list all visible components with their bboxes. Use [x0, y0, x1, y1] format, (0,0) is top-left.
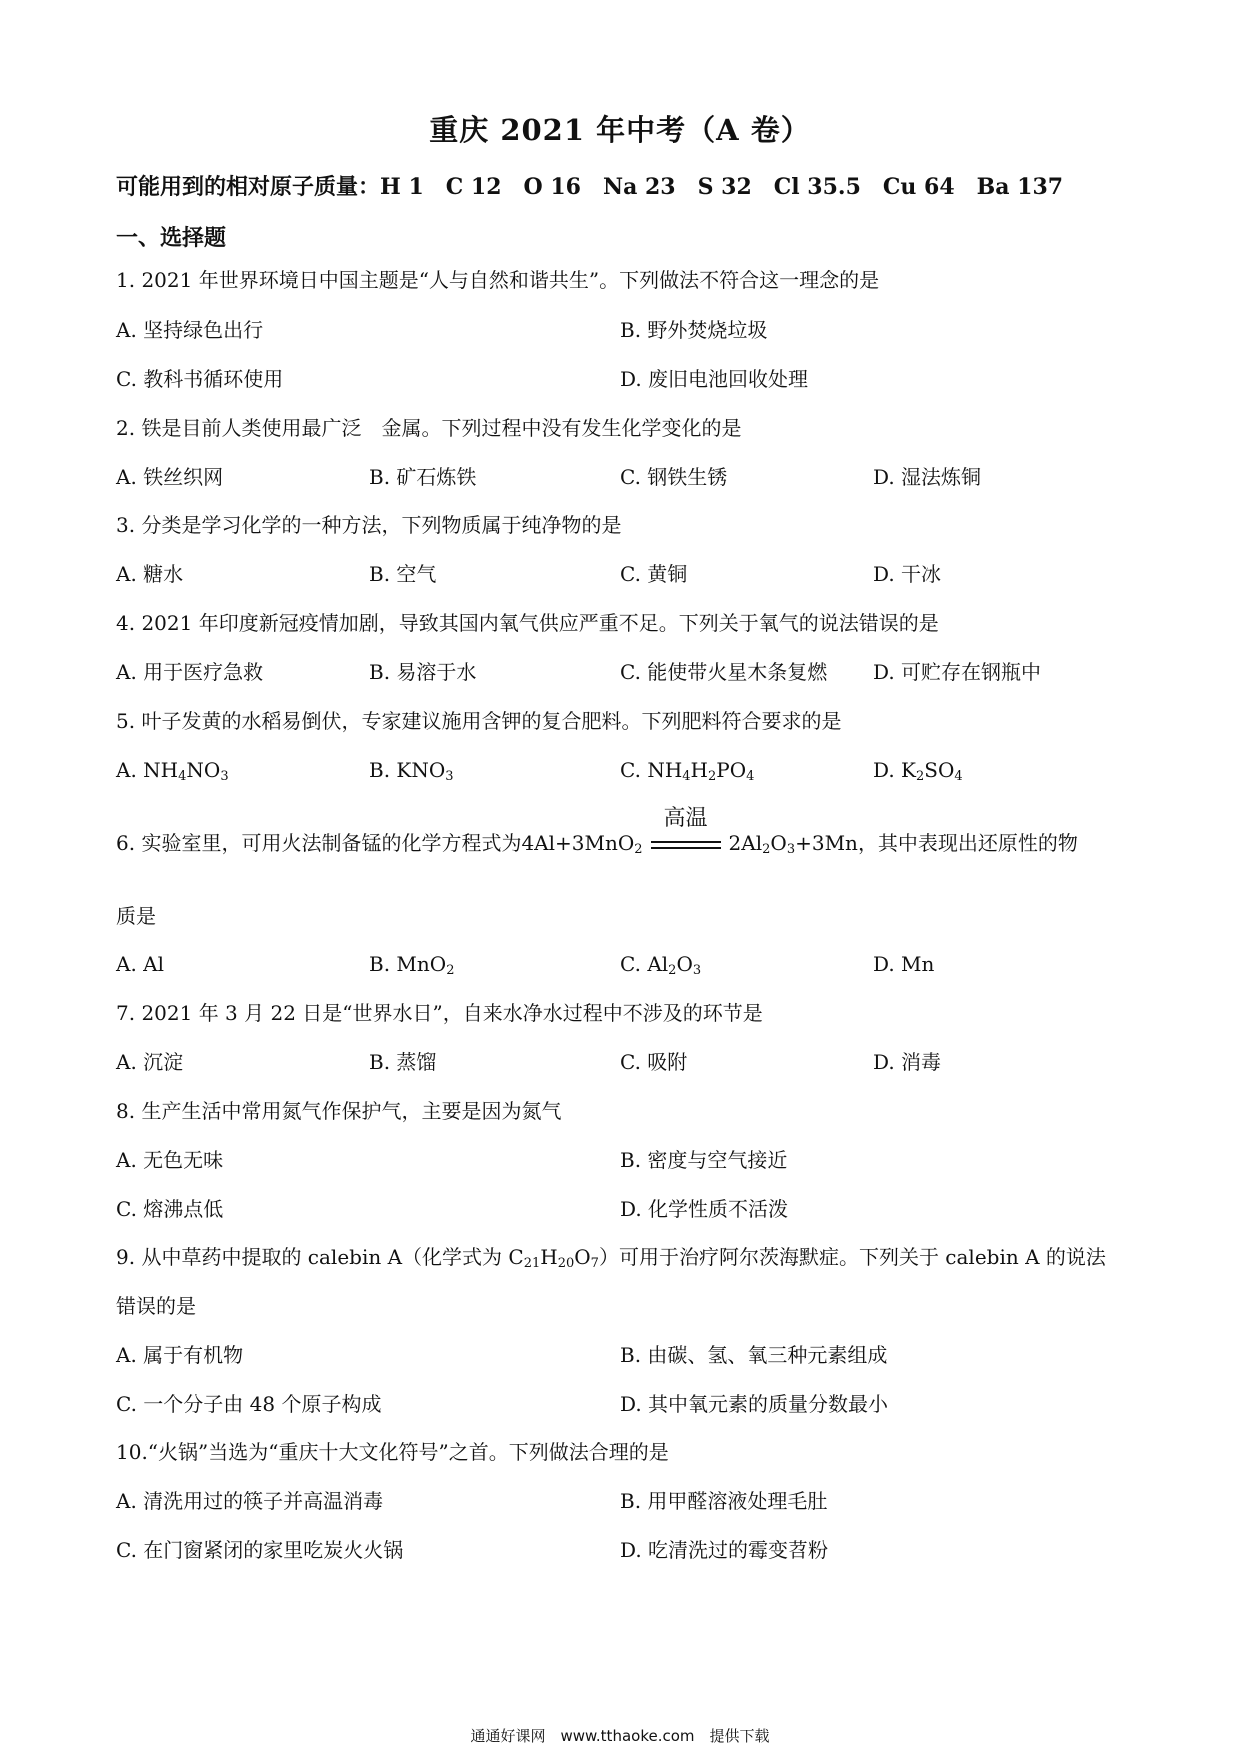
question-7-option-a: A. 沉淀	[116, 1050, 184, 1074]
question-2-option-d: D. 湿法炼铜	[873, 465, 982, 489]
question-1-option-b: B. 野外焚烧垃圾	[620, 318, 768, 342]
question-4-option-c: C. 能使带火星木条复燃	[620, 660, 828, 684]
question-8-option-a: A. 无色无味	[116, 1148, 224, 1172]
question-6-stem-continued: 质是	[116, 904, 156, 928]
question-10-option-a: A. 清洗用过的筷子并高温消毒	[116, 1489, 384, 1513]
question-9-option-d: D. 其中氧元素的质量分数最小	[620, 1392, 889, 1416]
page-footer: 通通好课网 www.tthaoke.com 提供下载	[470, 1727, 770, 1745]
question-7-option-b: B. 蒸馏	[369, 1050, 437, 1074]
question-9-option-b: B. 由碳、氢、氧三种元素组成	[620, 1343, 888, 1367]
question-9-stem: 9. 从中草药中提取的 calebin A（化学式为 $C_{21}H_{20}O_7$）可用于治疗阿尔茨海默症。下列关于 calebin A 的说法	[116, 1245, 1106, 1271]
question-4-option-b: B. 易溶于水	[369, 660, 477, 684]
reaction-arrow: 高温	[649, 831, 723, 859]
question-3-option-d: D. 干冰	[873, 562, 942, 586]
question-3-option-a: A. 糖水	[116, 562, 184, 586]
question-5-option-a: A. $NH_4NO_3$	[116, 758, 229, 784]
question-8-stem: 8. 生产生活中常用氮气作保护气，主要是因为氮气	[116, 1099, 562, 1123]
question-9-option-c: C. 一个分子由 48 个原子构成	[116, 1392, 382, 1416]
question-6-option-c: C. $Al_2O_3$	[620, 952, 702, 978]
question-1-option-c: C. 教科书循环使用	[116, 367, 284, 391]
question-10-stem: 10.“火锅”当选为“重庆十大文化符号”之首。下列做法合理的是	[116, 1440, 669, 1464]
question-6-option-d: D. Mn	[873, 952, 935, 976]
page-title: 重庆 2021 年中考（A 卷）	[429, 113, 811, 147]
question-4-option-d: D. 可贮存在钢瓶中	[873, 660, 1042, 684]
question-10-option-d: D. 吃清洗过的霉变苕粉	[620, 1538, 829, 1562]
question-7-stem: 7. 2021 年 3 月 22 日是“世界水日”，自来水净水过程中不涉及的环节是	[116, 1001, 763, 1025]
question-2-option-c: C. 钢铁生锈	[620, 465, 728, 489]
question-8-option-b: B. 密度与空气接近	[620, 1148, 788, 1172]
question-5-option-d: D. $K_2SO_4$	[873, 758, 963, 784]
question-1-option-a: A. 坚持绿色出行	[116, 318, 264, 342]
question-6-option-a: A. Al	[116, 952, 164, 976]
atomic-masses: 可能用到的相对原子质量：H 1 C 12 O 16 Na 23 S 32 Cl 35.5 Cu 64 Ba 137	[116, 174, 1064, 200]
question-3-option-b: B. 空气	[369, 562, 437, 586]
question-1-option-d: D. 废旧电池回收处理	[620, 367, 809, 391]
question-1-stem: 1. 2021 年世界环境日中国主题是“人与自然和谐共生”。下列做法不符合这一理念的是	[116, 268, 880, 292]
question-2-option-b: B. 矿石炼铁	[369, 465, 477, 489]
question-7-option-c: C. 吸附	[620, 1050, 688, 1074]
question-9-stem-continued: 错误的是	[116, 1294, 196, 1318]
question-5-stem: 5. 叶子发黄的水稻易倒伏，专家建议施用含钾的复合肥料。下列肥料符合要求的是	[116, 709, 842, 733]
question-5-option-c: C. $NH_4H_2PO_4$	[620, 758, 755, 784]
chemical-equation: 4Al+3MnO$_2$ 高温 $2Al_2O_3+3Mn$	[521, 805, 858, 857]
question-2-option-a: A. 铁丝织网	[116, 465, 224, 489]
question-10-option-b: B. 用甲醛溶液处理毛肚	[620, 1489, 828, 1513]
question-4-stem: 4. 2021 年印度新冠疫情加剧，导致其国内氧气供应严重不足。下列关于氧气的说法错误的是	[116, 611, 939, 635]
question-10-option-c: C. 在门窗紧闭的家里吃炭火火锅	[116, 1538, 404, 1562]
question-6-stem: 6. 实验室里，可用火法制备锰的化学方程式为4Al+3MnO$_2$ 高温 $2Al_2O_3+3Mn$，其中表现出还原性的物	[116, 805, 1078, 857]
question-3-option-c: C. 黄铜	[620, 562, 688, 586]
question-7-option-d: D. 消毒	[873, 1050, 942, 1074]
question-3-stem: 3. 分类是学习化学的一种方法，下列物质属于纯净物的是	[116, 513, 622, 537]
question-2-stem: 2. 铁是目前人类使用最广泛 金属。下列过程中没有发生化学变化的是	[116, 416, 742, 440]
question-5-option-b: B. $KNO_3$	[369, 758, 454, 784]
question-8-option-c: C. 熔沸点低	[116, 1197, 224, 1221]
question-6-option-b: B. MnO$_2$	[369, 952, 455, 978]
question-9-option-a: A. 属于有机物	[116, 1343, 244, 1367]
question-4-option-a: A. 用于医疗急救	[116, 660, 264, 684]
question-8-option-d: D. 化学性质不活泼	[620, 1197, 789, 1221]
section-heading: 一、选择题	[116, 225, 227, 251]
